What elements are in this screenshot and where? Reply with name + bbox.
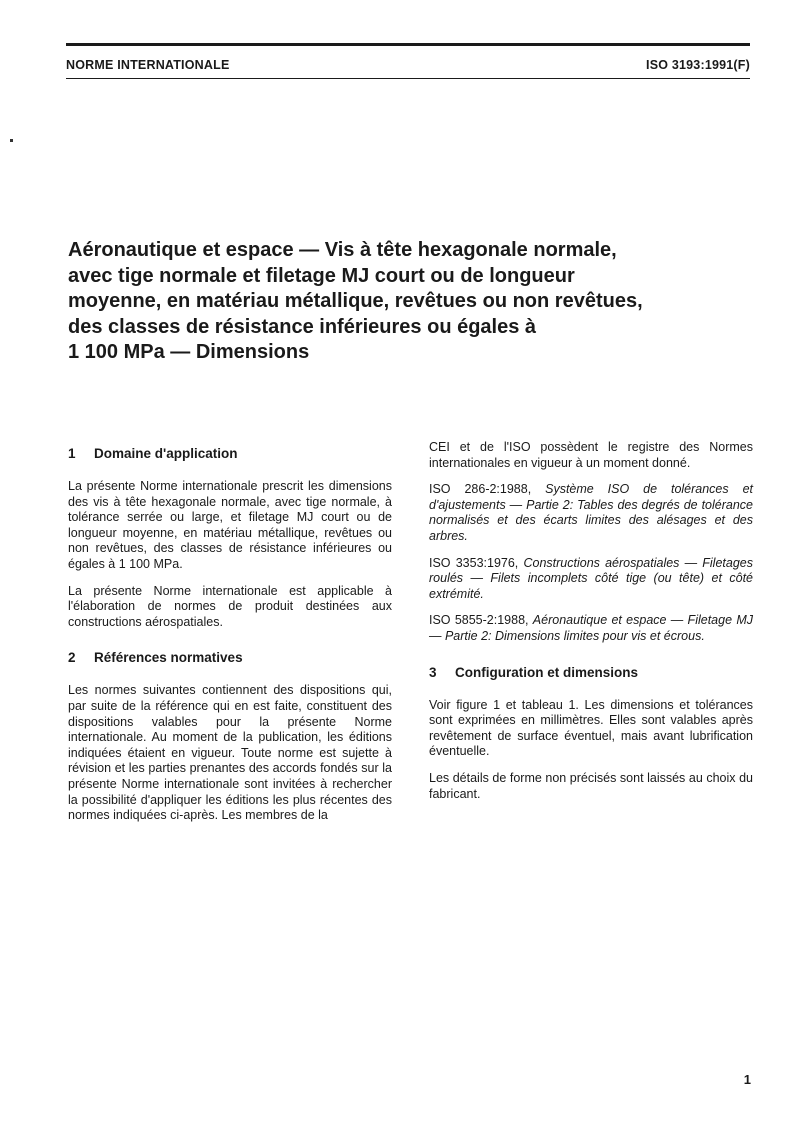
reference-title: Aéronautique et espace — Filetage MJ — Partie 2: Dimensions limites pour vis et écrous.: [429, 613, 753, 643]
reference-code: ISO 286-2:1988,: [429, 482, 532, 497]
section-1-paragraph-2: La présente Norme internationale est applicable à l'élaboration de normes de produit destinées aux constructions aérospatiales.: [68, 583, 392, 629]
reference-code: ISO 3353:1976,: [429, 555, 519, 570]
margin-mark: [10, 139, 13, 142]
reference-code: ISO 5855-2:1988,: [429, 613, 529, 628]
title-line: 1 100 MPa — Dimensions: [68, 341, 310, 363]
section-2-heading: [68, 650, 392, 666]
reference-item: [429, 613, 753, 644]
section-3-paragraph-2: Les détails de forme non précisés sont laissés au choix du fabricant.: [429, 770, 753, 801]
section-2-paragraph-1-continued: CEI et de l'ISO possèdent le registre des Normes internationales en vigueur à un moment donné.: [429, 440, 753, 470]
section-3-heading: [429, 665, 753, 681]
title-line: des classes de résistance inférieures ou égales à: [68, 315, 537, 338]
page-number: 1: [743, 1072, 751, 1087]
reference-title: Constructions aérospatiales — Filetages roulés — Filets incomplets côté tige (ou tête) et côté extrémité.: [429, 555, 753, 601]
section-title: Domaine d'application: [94, 446, 238, 461]
section-1-heading: [68, 446, 392, 462]
section-number: 1: [68, 446, 76, 461]
reference-item: [429, 556, 753, 603]
header-rule-top: [66, 43, 750, 46]
header-rule-bottom: [66, 78, 750, 79]
header-standard-number: ISO 3193:1991(F): [646, 58, 750, 72]
title-line: moyenne, en matériau métallique, revêtues ou non revêtues,: [68, 290, 643, 312]
section-title: Références normatives: [94, 650, 243, 666]
section-title: Configuration et dimensions: [455, 664, 639, 680]
left-column: [68, 446, 392, 835]
header-standard-type: NORME INTERNATIONALE: [66, 58, 230, 72]
title-line: Aéronautique et espace — Vis à tête hexagonale normale,: [68, 239, 617, 261]
document-title: [68, 238, 758, 366]
section-1-paragraph-1: La présente Norme internationale prescrit les dimensions des vis à tête hexagonale normale, avec tige normale, à tolérance serrée ou large, et filetage MJ court ou de longueur moyenne, en matériau métallique, revêtues ou non revêtues, des classes de résistance inférieures ou égales à 1 100 MPa.: [68, 479, 392, 571]
section-number: 2: [68, 650, 76, 666]
reference-title: Système ISO de tolérances et d'ajustements — Partie 2: Tables des degrés de tolérance normalisés et des écarts limites des alésages et des arbres.: [429, 482, 753, 543]
right-column: [429, 440, 753, 813]
section-3-paragraph-1: Voir figure 1 et tableau 1. Les dimensions et tolérances sont exprimées en millimètres. Elles sont valables après revêtement de surface éventuel, mais avant lubrification éventuelle.: [429, 697, 753, 759]
section-number: 3: [429, 664, 437, 680]
reference-item: [429, 482, 753, 544]
section-2-paragraph-1: Les normes suivantes contiennent des dispositions qui, par suite de la référence qui en est faite, constituent des dispositions valables pour la présente Norme internationale. Au moment de la publication, les éditions indiquées étaient en vigueur. Toute norme est sujette à révision et les parties prenantes des accords fondés sur la présente Norme internationale sont invitées à rechercher la possibilité d'appliquer les éditions les plus récentes des normes indiquées ci-après. Les membres de la: [68, 683, 392, 823]
title-line: avec tige normale et filetage MJ court ou de longueur: [68, 264, 575, 287]
